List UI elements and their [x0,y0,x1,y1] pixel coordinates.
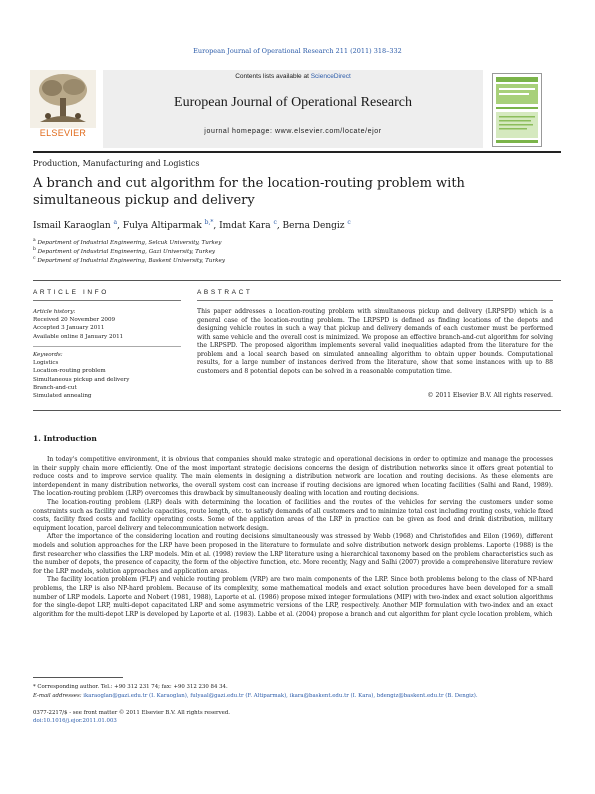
publisher-logo-text: ELSEVIER [39,128,87,138]
footnote-rule [33,677,123,678]
author-affil-mark[interactable]: c [273,219,277,226]
abstract-rule-bottom [33,410,561,411]
journal-name: European Journal of Operational Research [174,95,412,110]
info-rule-top [33,280,561,281]
history-accepted: Accepted 3 January 2011 [33,325,105,332]
paragraph: In today's competitive environment, it is obvious that companies should make strategic and operational decisions in order to optimize and manage the processes in their supply chain more efficiently. One of the most important strategic decisions concerns the design of distribution networks since it offers great potential to reduce costs and to improve service quality. The main elements in designing a distribution network are location and routing decisions. As these elements are interdependent in many distribution networks, the overall system cost can increase if routing decisions are ignored when locating facilities (Salhi and Rand, 1989). The location-routing problem (LRP) overcomes this drawback by simultaneously dealing with location and routing decisions. [33,456,553,498]
keyword: Logistics [33,360,59,367]
contents-prefix: Contents lists available at [235,73,311,80]
sciencedirect-link[interactable]: ScienceDirect [310,73,351,80]
email-footnote [33,693,478,701]
keyword: Branch-and-cut [33,384,77,391]
homepage-link[interactable]: www.elsevier.com/locate/ejor [275,128,382,135]
author-list: Ismail Karaoglan $^a$, Fulya Altiparmak $^{b,*}$, Imdat Kara $^c$, Berna Dengiz $^c$ [33,219,351,231]
affiliation-mark: b [33,247,36,252]
affiliation-mark: a [33,238,36,243]
email-label: E-mail addresses: [33,693,82,699]
section-heading: 1. Introduction [33,434,97,443]
keywords-rule [33,346,181,347]
section-kind: Production, Manufacturing and Logistics [33,159,200,168]
author-name: Fulya Altiparmak [122,221,202,231]
contents-line [103,73,483,80]
history-received: Received 20 November 2009 [33,317,116,324]
author-affil-mark[interactable]: c [347,219,351,226]
affiliation-text: Department of Industrial Engineering, Gazi University, Turkey [37,248,216,255]
info-rule [33,300,181,301]
doi-link[interactable]: doi:10.1016/j.ejor.2011.01.003 [33,718,117,724]
history-online: Available online 8 January 2011 [33,333,124,340]
affiliation-mark: c [33,256,36,261]
running-head[interactable]: European Journal of Operational Research 211 (2011) 318–332 [193,47,402,55]
keyword: Simulated annealing [33,393,92,400]
author-name: Berna Dengiz [282,221,345,231]
affiliation [33,256,225,264]
affiliation [33,238,221,246]
keyword: Simultaneous pickup and delivery [33,376,130,383]
keywords-block [33,351,183,400]
article-history [33,308,183,341]
issn-line: 0377-2217/$ - see front matter © 2011 Elsevier B.V. All rights reserved. [33,710,230,716]
journal-homepage [103,128,483,135]
corresponding-author-note: * Corresponding author. Tel.: +90 312 231 74; fax: +90 312 230 84 34. [33,684,228,690]
header-rule [33,151,561,153]
paragraph: After the importance of the considering location and routing decisions simultaneously was stressed by Webb (1968) and Christofides and Eilon (1969), different models and solution approaches for the LRP have been proposed in the literature to formulate and solve distribution network design problems. Laporte (1988) is the first researcher who classifies the LRP models. Min et al. (1998) review the LRP literature using a hierarchical taxonomy based on the problem characteristics such as the number of depots, the presence of capacity, the form of the objective function, etc. More recently, Nagy and Salhi (2007) provide a comprehensive literature review for the LRP models, solution approaches and application areas. [33,533,553,575]
author-affil-mark[interactable]: a [113,219,118,226]
paragraph: The location-routing problem (LRP) deals with determining the location of facilities and the routes of the vehicles for serving the customers under some constraints such as facility and vehicle capacities, route length, etc. to satisfy demands of all customers and to minimize total cost including routing costs, vehicle fixed costs, facility fixed costs and facility operating costs. Some of the application areas of the LRP in practice can be given as food and drink distribution, military equipment location, parcel delivery and telecommunication network design. [33,498,553,532]
keywords-label: Keywords: [33,352,63,358]
homepage-prefix: journal homepage: [204,128,276,135]
paragraph: The facility location problem (FLP) and vehicle routing problem (VRP) are two main components of the LRP. Since both problems belong to the class of NP-hard problems, the LRP is also NP-hard problem. Because of its complexity, some mathematical models and exact solution procedures have been developed for a small number of LRP models. Laporte and Nobert (1981, 1988), Laporte et al. (1986) propose mixed integer formulations (MIP) with two-index and exact solution algorithms for the single-depot LRP, multi-depot capacitated LRP and some asymmetric versions of the LRP, respectively. Another MIP formulation with two-index and an exact algorithm for the multi-depot LRP is developed by Laporte et al. (1983). Labbe et al. (2004) propose a branch and cut algorithm for plant cycle location problem, which [33,576,553,618]
elsevier-tree-logo [30,70,96,132]
author-affil-mark[interactable]: b,* [204,219,214,226]
history-label: Article history: [33,309,76,315]
affiliation [33,247,215,255]
abstract-heading: ABSTRACT [197,289,253,296]
copyright-notice: © 2011 Elsevier B.V. All rights reserved. [427,392,553,399]
email-addresses[interactable]: ikaraoglan@gazi.edu.tr (I. Karaoglan), fulyaal@gazi.edu.tr (F. Altiparmak), ikara@baskent.edu.tr (I. Kara), bdengiz@baskent.edu.tr (B. Dengiz). [83,693,478,699]
author-name: Ismail Karaoglan [33,221,111,231]
affiliation-text: Department of Industrial Engineering, Baskent University, Turkey [37,257,226,264]
abstract-rule [197,300,553,301]
article-title: A branch and cut algorithm for the location-routing problem with simultaneous pickup and delivery [33,176,465,208]
affiliation-text: Department of Industrial Engineering, Selcuk University, Turkey [37,239,222,246]
article-info-heading: ARTICLE INFO [33,289,109,296]
keyword: Location-routing problem [33,368,106,375]
intro-body [33,456,553,619]
author-name: Imdat Kara [219,221,271,231]
journal-cover-image [492,73,542,147]
abstract-text: This paper addresses a location-routing problem with simultaneous pickup and delivery (LRPSPD) which is a general case of the location-routing problem. The LRPSPD is defined as finding locations of the depots and designing vehicle routes in such a way that pickup and delivery demands of each customer must be performed with same vehicle and the overall cost is minimized. We propose an effective branch-and-cut algorithm for solving the LRPSPD. The proposed algorithm implements several valid inequalities adapted from the literature for the problem and a local search based on simulated annealing algorithm to obtain upper bounds. Computational results, for a large number of instances derived from the literature, show that some instances with up to 88 customers and 8 potential depots can be solved in a reasonable computation time. [197,308,553,375]
